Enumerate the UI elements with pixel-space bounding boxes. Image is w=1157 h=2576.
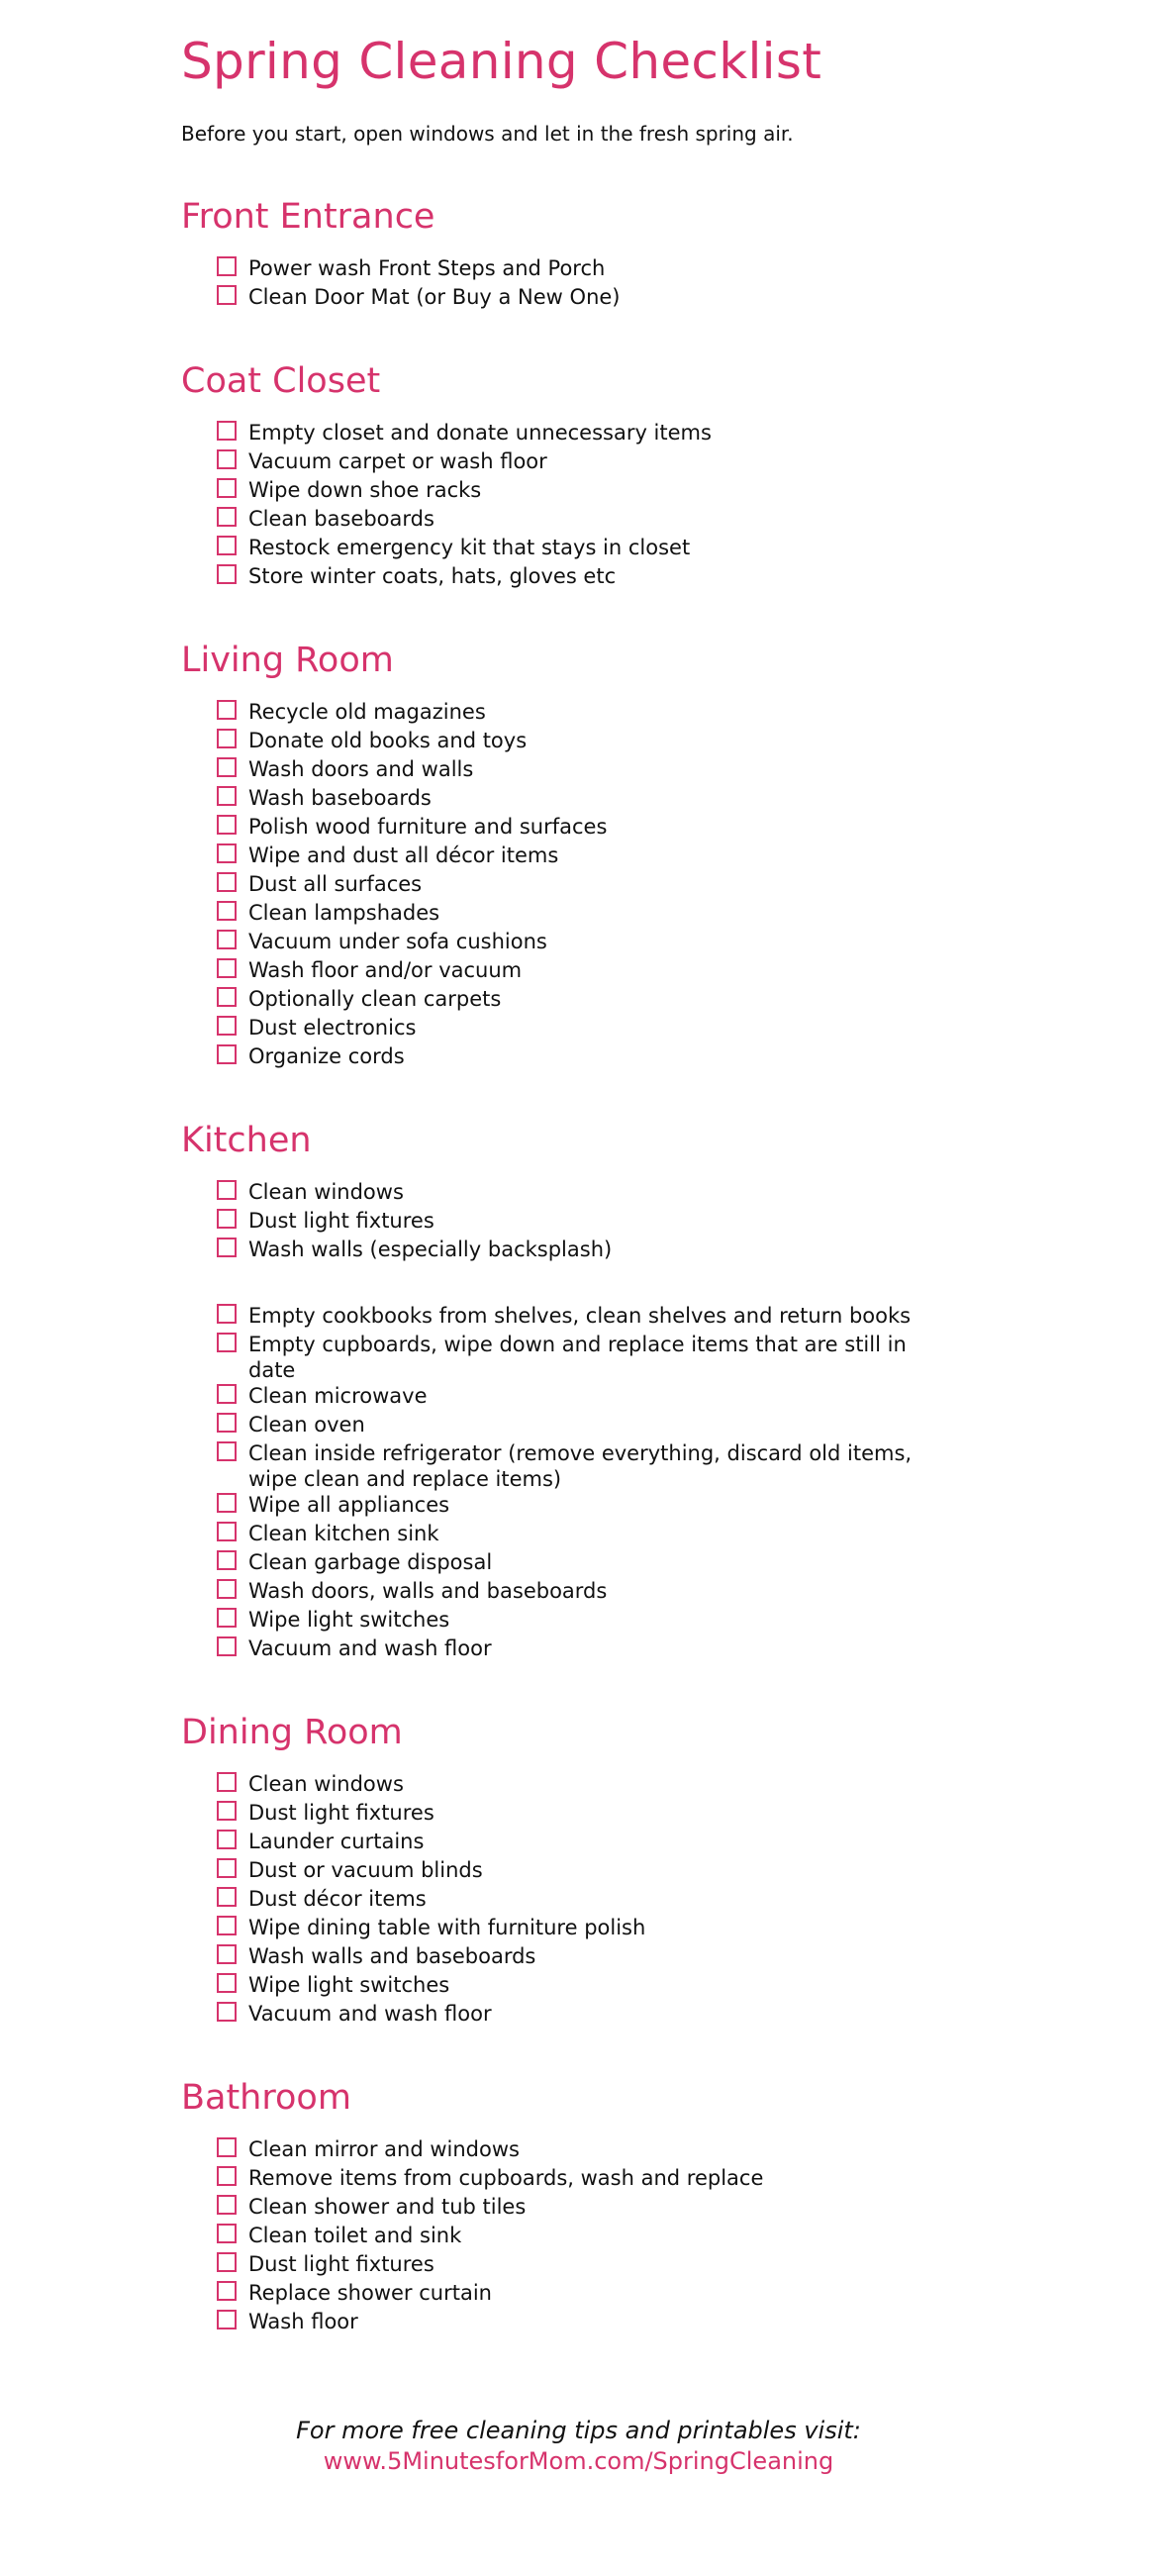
- checkbox[interactable]: [217, 930, 237, 949]
- section-title: Dining Room: [181, 1713, 403, 1752]
- checklist-item: [217, 1492, 929, 1521]
- section-title: Kitchen: [181, 1121, 312, 1160]
- checkbox[interactable]: [217, 1944, 237, 1964]
- checklist-item: [217, 900, 929, 929]
- checkbox[interactable]: [217, 1180, 237, 1200]
- checklist-item: [217, 2223, 929, 2251]
- checklist-item: [217, 1383, 929, 1412]
- section-dining-room: [181, 1708, 973, 2030]
- section-title: Coat Closet: [181, 361, 381, 401]
- checklist-item-label: Wipe light switches: [248, 1973, 450, 1997]
- checklist-item: [217, 1412, 929, 1440]
- checklist-group: [181, 2136, 973, 2337]
- checklist-item-label: Clean baseboards: [248, 507, 434, 531]
- checklist-item: [217, 1237, 929, 1265]
- checklist-item: [217, 986, 929, 1015]
- checklist-item-label: Wash doors, walls and baseboards: [248, 1579, 608, 1603]
- checklist-item: [217, 728, 929, 756]
- checklist-item-label: Dust or vacuum blinds: [248, 1858, 483, 1882]
- checkbox[interactable]: [217, 1772, 237, 1792]
- checkbox[interactable]: [217, 1550, 237, 1570]
- checkbox[interactable]: [217, 2195, 237, 2215]
- checklist-item: [217, 785, 929, 814]
- checklist-item-label: Wash baseboards: [248, 786, 432, 810]
- checklist-item: [217, 871, 929, 900]
- checklist-item-label: Clean garbage disposal: [248, 1550, 493, 1574]
- section-title: Front Entrance: [181, 197, 435, 237]
- footer: [0, 2416, 1157, 2477]
- checklist-item: [217, 1607, 929, 1635]
- checkbox[interactable]: [217, 2310, 237, 2329]
- checkbox[interactable]: [217, 1579, 237, 1599]
- checkbox[interactable]: [217, 285, 237, 305]
- checklist-item: [217, 699, 929, 728]
- checklist-item-label: Dust electronics: [248, 1016, 417, 1040]
- checklist-item: [217, 1440, 929, 1492]
- checklist-item: [217, 1857, 929, 1886]
- checklist-item-label: Wipe down shoe racks: [248, 478, 482, 502]
- checklist-group: [181, 699, 973, 1072]
- checkbox[interactable]: [217, 700, 237, 720]
- checklist-item: [217, 448, 929, 477]
- checklist-item: [217, 1015, 929, 1043]
- checklist-item-label: Empty closet and donate unnecessary items: [248, 421, 712, 445]
- checklist-item-label: Wipe light switches: [248, 1608, 450, 1632]
- checklist-item-label: Dust décor items: [248, 1887, 427, 1911]
- checklist-item: [217, 477, 929, 506]
- checkbox[interactable]: [217, 1916, 237, 1935]
- checklist-item-label: Dust light fixtures: [248, 1209, 434, 1233]
- checklist-item-label: Clean mirror and windows: [248, 2137, 520, 2161]
- checklist-item-label: Empty cupboards, wipe down and replace items that are still in date: [248, 1333, 907, 1382]
- checklist-item-label: Clean lampshades: [248, 901, 440, 925]
- checklist-item: [217, 535, 929, 563]
- checkbox[interactable]: [217, 987, 237, 1007]
- checklist-item: [217, 1332, 929, 1383]
- checkbox[interactable]: [217, 1044, 237, 1064]
- checklist-item: [217, 1886, 929, 1915]
- checklist-group: [181, 1771, 973, 2030]
- checklist-item: [217, 2309, 929, 2337]
- checklist-item-label: Vacuum and wash floor: [248, 1636, 492, 1660]
- section-front-entrance: [181, 192, 973, 313]
- checklist-item: [217, 756, 929, 785]
- checkbox[interactable]: [217, 1858, 237, 1878]
- checklist-item: [217, 1800, 929, 1829]
- checklist-item-label: Wash floor and/or vacuum: [248, 958, 523, 982]
- checkbox[interactable]: [217, 564, 237, 584]
- checklist-item-label: Organize cords: [248, 1044, 405, 1068]
- checkbox[interactable]: [217, 1441, 237, 1461]
- checklist-item: [217, 1549, 929, 1578]
- checklist-item-label: Clean shower and tub tiles: [248, 2195, 527, 2219]
- checklist-item-label: Clean toilet and sink: [248, 2224, 462, 2247]
- checklist-item-label: Dust all surfaces: [248, 872, 423, 896]
- checklist-item-label: Clean kitchen sink: [248, 1522, 439, 1545]
- checklist-item-label: Wash floor: [248, 2310, 358, 2333]
- section-bathroom: [181, 2073, 973, 2337]
- checkbox[interactable]: [217, 1238, 237, 1257]
- checklist-item: [217, 957, 929, 986]
- checkbox[interactable]: [217, 2002, 237, 2022]
- checklist-page: [181, 28, 973, 2337]
- checklist-item-label: Remove items from cupboards, wash and replace: [248, 2166, 764, 2190]
- checklist-item: [217, 284, 929, 313]
- checklist-item: [217, 2165, 929, 2194]
- checklist-item: [217, 1635, 929, 1664]
- checkbox[interactable]: [217, 2137, 237, 2157]
- checklist-item-label: Dust light fixtures: [248, 1801, 434, 1825]
- footer-note: For more free cleaning tips and printables visit:: [296, 2417, 861, 2444]
- section-kitchen: [181, 1116, 973, 1664]
- checkbox[interactable]: [217, 1830, 237, 1849]
- checkbox[interactable]: [217, 2166, 237, 2186]
- checklist-item-label: Wash walls (especially backsplash): [248, 1238, 613, 1261]
- checklist-item-label: Wipe all appliances: [248, 1493, 450, 1517]
- checkbox[interactable]: [217, 901, 237, 921]
- checkbox[interactable]: [217, 1636, 237, 1656]
- checklist-item-label: Clean windows: [248, 1772, 404, 1796]
- checklist-item-label: Vacuum and wash floor: [248, 2002, 492, 2026]
- checklist-item: [217, 814, 929, 842]
- footer-link[interactable]: www.5MinutesforMom.com/SpringCleaning: [323, 2447, 834, 2475]
- checklist-item-label: Replace shower curtain: [248, 2281, 492, 2305]
- section-title: Bathroom: [181, 2078, 351, 2118]
- checklist-item: [217, 929, 929, 957]
- checklist-item: [217, 1829, 929, 1857]
- checklist-item: [217, 2251, 929, 2280]
- checkbox[interactable]: [217, 757, 237, 777]
- checkbox[interactable]: [217, 1493, 237, 1513]
- checkbox[interactable]: [217, 1384, 237, 1404]
- checklist-item: [217, 420, 929, 448]
- checkbox[interactable]: [217, 449, 237, 469]
- checkbox[interactable]: [217, 786, 237, 806]
- checkbox[interactable]: [217, 1887, 237, 1907]
- checklist-item-label: Optionally clean carpets: [248, 987, 502, 1011]
- checklist-item-label: Clean inside refrigerator (remove everything, discard old items, wipe clean and replace items): [248, 1441, 913, 1491]
- section-title: Living Room: [181, 641, 394, 680]
- checklist-item-label: Empty cookbooks from shelves, clean shelves and return books: [248, 1304, 912, 1328]
- checklist-item-label: Restock emergency kit that stays in closet: [248, 536, 691, 559]
- checklist-item: [217, 2280, 929, 2309]
- checklist-item: [217, 2136, 929, 2165]
- checklist-item: [217, 506, 929, 535]
- checklist-item-label: Wipe dining table with furniture polish: [248, 1916, 646, 1939]
- checklist-item-label: Wash doors and walls: [248, 757, 474, 781]
- checkbox[interactable]: [217, 958, 237, 978]
- checklist-item-label: Clean microwave: [248, 1384, 428, 1408]
- checkbox[interactable]: [217, 2252, 237, 2272]
- intro-text: Before you start, open windows and let in the fresh spring air.: [181, 122, 794, 146]
- checkbox[interactable]: [217, 1801, 237, 1821]
- checklist-item: [217, 1303, 929, 1332]
- checklist-item-label: Clean Door Mat (or Buy a New One): [248, 285, 621, 309]
- checklist-item: [217, 2194, 929, 2223]
- checklist-item-label: Vacuum under sofa cushions: [248, 930, 547, 953]
- section-coat-closet: [181, 356, 973, 592]
- checklist-item: [217, 842, 929, 871]
- checkbox[interactable]: [217, 421, 237, 441]
- checklist-item-label: Launder curtains: [248, 1830, 425, 1853]
- checkbox[interactable]: [217, 478, 237, 498]
- checklist-item-label: Recycle old magazines: [248, 700, 486, 724]
- checklist-item-label: Clean windows: [248, 1180, 404, 1204]
- checklist-item-label: Clean oven: [248, 1413, 365, 1437]
- checkbox[interactable]: [217, 507, 237, 527]
- checkbox[interactable]: [217, 256, 237, 276]
- checklist-item-label: Store winter coats, hats, gloves etc: [248, 564, 617, 588]
- checklist-item-label: Donate old books and toys: [248, 729, 528, 752]
- checklist-item: [217, 1771, 929, 1800]
- checkbox[interactable]: [217, 2224, 237, 2243]
- checklist-item: [217, 1972, 929, 2001]
- checklist-item-label: Dust light fixtures: [248, 2252, 434, 2276]
- checklist-item: [217, 1915, 929, 1943]
- checkbox[interactable]: [217, 1973, 237, 1993]
- checkbox[interactable]: [217, 815, 237, 835]
- checkbox[interactable]: [217, 536, 237, 555]
- checklist-item-label: Power wash Front Steps and Porch: [248, 256, 606, 280]
- checklist-group: [181, 255, 973, 313]
- checkbox[interactable]: [217, 1209, 237, 1229]
- checklist-item: [217, 1179, 929, 1208]
- checklist-item: [217, 1943, 929, 1972]
- checkbox[interactable]: [217, 872, 237, 892]
- page-title: Spring Cleaning Checklist: [181, 33, 822, 90]
- checklist-group: [181, 1179, 973, 1265]
- checklist-item-label: Wipe and dust all décor items: [248, 843, 559, 867]
- checkbox[interactable]: [217, 1413, 237, 1433]
- checkbox[interactable]: [217, 2281, 237, 2301]
- checklist-item: [217, 2001, 929, 2030]
- checkbox[interactable]: [217, 729, 237, 748]
- checklist-group: [181, 1303, 973, 1664]
- checklist-item: [217, 1578, 929, 1607]
- checklist-item: [217, 1208, 929, 1237]
- checkbox[interactable]: [217, 843, 237, 863]
- checklist-item-label: Polish wood furniture and surfaces: [248, 815, 608, 839]
- checklist-item-label: Wash walls and baseboards: [248, 1944, 536, 1968]
- checkbox[interactable]: [217, 1608, 237, 1628]
- checkbox[interactable]: [217, 1304, 237, 1324]
- section-living-room: [181, 636, 973, 1072]
- checklist-item: [217, 1043, 929, 1072]
- checkbox[interactable]: [217, 1333, 237, 1352]
- checklist-group: [181, 420, 973, 592]
- checklist-item: [217, 255, 929, 284]
- checkbox[interactable]: [217, 1016, 237, 1036]
- checklist-item-label: Vacuum carpet or wash floor: [248, 449, 547, 473]
- checklist-item: [217, 563, 929, 592]
- checkbox[interactable]: [217, 1522, 237, 1541]
- checklist-item: [217, 1521, 929, 1549]
- sections-container: [181, 192, 973, 2337]
